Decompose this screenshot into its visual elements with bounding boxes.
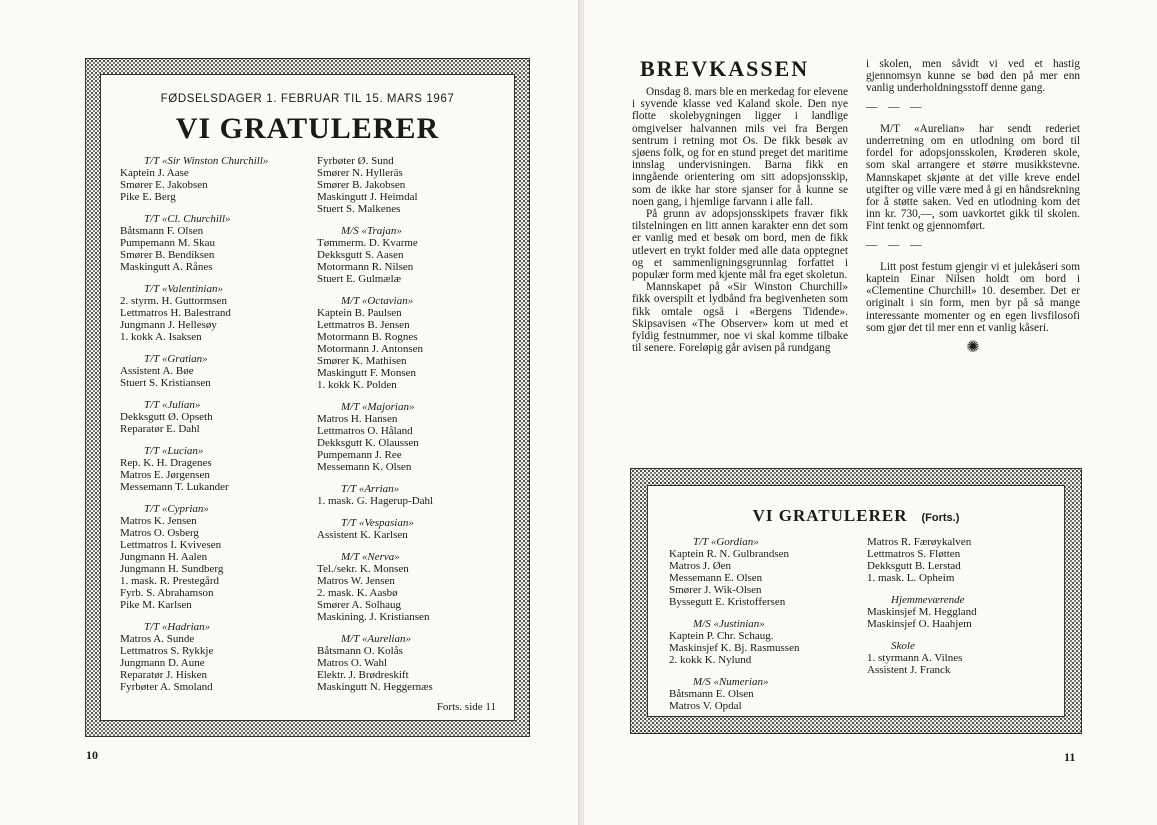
crew-entry: 1. mask. L. Opheim	[867, 572, 955, 584]
ship-list-right	[867, 536, 1057, 686]
crew-entry: Båtsmann F. Olsen	[120, 225, 204, 237]
separator: — — —	[866, 100, 926, 113]
crew-entry: Matros O. Wahl	[317, 657, 388, 669]
crew-entry: Maskingutt F. Monsen	[317, 367, 417, 379]
right-page	[584, 0, 1157, 825]
ornament-icon: ✺	[966, 339, 980, 357]
article-paragraph: Litt post festum gjengir vi et julekåseri som kaptein Einar Nilsen holdt om bord i «Clementine Churchill» 10. desember. Det er originalt i sin form, men byr på så mange interessante momenter og en egen livsfilosofi som gjør det til mer enn et vanlig kåseri.	[866, 260, 1080, 334]
crew-entry: Maskinsjef K. Bj. Rasmussen	[669, 642, 800, 654]
ship-group	[317, 483, 512, 507]
crew-group	[317, 155, 512, 215]
crew-entry: Motormann J. Antonsen	[317, 343, 424, 355]
box-title-suffix: (Forts.)	[921, 512, 960, 524]
article-paragraph: Mannskapet på «Sir Winston Churchill» fikk overspilt et lydbånd fra begivenheten som fikk omtale også i «Bergens Tidende». Skipsavisen «The Observer» kom ut med et fyldig festnummer, noe vi skal komme tilbake til senere. Foreløpig går avisen på rundgang	[632, 281, 848, 355]
crew-entry: 1. mask. G. Hagerup-Dahl	[317, 495, 434, 507]
ship-group	[867, 640, 1057, 676]
crew-entry: Jungmann H. Sundberg	[120, 563, 224, 575]
ship-group	[669, 618, 859, 666]
crew-entry: Tømmerm. D. Kvarme	[317, 237, 418, 249]
ship-group	[120, 503, 310, 611]
crew-entry: Lettmatros B. Jensen	[317, 319, 410, 331]
crew-entry: Tel./sekr. K. Monsen	[317, 563, 409, 575]
ship-name: T/T «Cyprian»	[144, 503, 209, 515]
crew-entry: 1. kokk A. Isaksen	[120, 331, 202, 343]
congratulations-box-continued	[647, 485, 1065, 717]
crew-entry: Maskinsjef M. Heggland	[867, 606, 977, 618]
crew-entry: Smører B. Bendiksen	[120, 249, 215, 261]
crew-entry: Matros E. Jørgensen	[120, 469, 210, 481]
crew-entry: Maskining. J. Kristiansen	[317, 611, 430, 623]
crew-entry: Lettmatros I. Kvivesen	[120, 539, 222, 551]
crew-entry: Pike E. Berg	[120, 191, 176, 203]
ship-group	[317, 517, 512, 541]
ship-name: T/T «Julian»	[144, 399, 201, 411]
crew-entry: Jungmann D. Aune	[120, 657, 205, 669]
crew-entry: Kaptein J. Aase	[120, 167, 189, 179]
crew-entry: Kaptein R. N. Gulbrandsen	[669, 548, 790, 560]
crew-entry: Lettmatros O. Håland	[317, 425, 413, 437]
ship-name: Hjemmeværende	[891, 594, 965, 606]
crew-entry: Smører A. Solhaug	[317, 599, 402, 611]
crew-entry: Matros W. Jensen	[317, 575, 395, 587]
crew-entry: Båtsmann O. Kolås	[317, 645, 403, 657]
separator: — — —	[866, 238, 926, 251]
crew-entry: Smører E. Jakobsen	[120, 179, 208, 191]
crew-entry: Smører J. Wik-Olsen	[669, 584, 762, 596]
crew-entry: Dekksgutt S. Aasen	[317, 249, 404, 261]
ship-group	[120, 353, 310, 389]
page-number: 11	[1064, 750, 1076, 764]
crew-entry: Matros H. Hansen	[317, 413, 398, 425]
crew-entry: Smører B. Jakobsen	[317, 179, 406, 191]
article-column-right	[866, 58, 1080, 357]
article-heading: BREVKASSEN	[640, 56, 810, 81]
page-number: 10	[86, 748, 98, 762]
crew-entry: Reparatør J. Hisken	[120, 669, 208, 681]
ship-name: M/S «Justinian»	[693, 618, 765, 630]
crew-entry: Elektr. J. Brødreskift	[317, 669, 409, 681]
ship-name: T/T «Valentinian»	[144, 283, 223, 295]
article-paragraph: På grunn av adopsjonsskipets fravær fikk tilstelningen en litt annen karakter enn det som er vanlig med et besøk om bord, men de fikk utlevert en trykt folder med alle data opptegnet og et sammenligningsgrunnlag forfattet i populær form med kjente mål fra eget skoletun.	[632, 208, 848, 282]
ship-list-left	[120, 155, 310, 703]
crew-entry: Messemann K. Olsen	[317, 461, 412, 473]
crew-entry: Matros O. Osberg	[120, 527, 199, 539]
ship-group	[120, 155, 310, 203]
ship-name: M/T «Aurelian»	[341, 633, 411, 645]
ship-name: M/T «Octavian»	[341, 295, 414, 307]
ship-name: M/S «Numerian»	[693, 676, 769, 688]
ship-name: Skole	[891, 640, 915, 652]
crew-entry: Stuert S. Malkenes	[317, 203, 401, 215]
ship-list-right	[317, 155, 512, 703]
crew-entry: Matros J. Øen	[669, 560, 732, 572]
crew-entry: Pumpemann J. Ree	[317, 449, 402, 461]
crew-entry: Dekksgutt K. Olaussen	[317, 437, 419, 449]
crew-entry: Jungmann H. Aalen	[120, 551, 208, 563]
crew-entry: Båtsmann E. Olsen	[669, 688, 754, 700]
crew-entry: Stuert E. Gulmælæ	[317, 273, 402, 285]
article-paragraph: i skolen, men såvidt vi ved et hastig gjennomsyn kunne se bød den på mer enn vanlig underholdningsstoff denne gang.	[866, 58, 1080, 95]
ship-name: M/T «Nerva»	[341, 551, 400, 563]
crew-entry: Smører K. Mathisen	[317, 355, 407, 367]
crew-entry: Dekksgutt Ø. Opseth	[120, 411, 213, 423]
crew-entry: Motormann B. Rognes	[317, 331, 418, 343]
ship-group	[317, 551, 512, 623]
ship-group	[120, 213, 310, 273]
crew-entry: Fyrbøter A. Smoland	[120, 681, 213, 693]
congratulations-box	[100, 74, 515, 721]
crew-entry: Dekksgutt B. Lerstad	[867, 560, 961, 572]
crew-entry: 2. mask. K. Aasbø	[317, 587, 398, 599]
crew-entry: Motormann R. Nilsen	[317, 261, 414, 273]
page-title: VI GRATULERER	[175, 112, 440, 145]
crew-entry: Pike M. Karlsen	[120, 599, 192, 611]
crew-entry: Lettmatros S. Fløtten	[867, 548, 961, 560]
crew-entry: Messemann E. Olsen	[669, 572, 763, 584]
ship-group	[317, 295, 512, 391]
article-paragraph: M/T «Aurelian» har sendt rederiet underretning om en utlodning om bord til fordel for adopsjonsskolen, Krøderen skole, som skal arrangere et større musikkstevne. Mannskapet skjønte at det ville kreve endel utgifter og ville være med å gi en håndsrekning for å støtte saken. Ved en utlodning kom det inn kr. 730,—, som uavkortet gikk til skolen. Fint tenkt og gjennomført.	[866, 122, 1080, 233]
ship-name: T/T «Cl. Churchill»	[144, 213, 231, 225]
crew-entry: Assistent K. Karlsen	[317, 529, 408, 541]
crew-entry: 1. mask. R. Prestegård	[120, 575, 219, 587]
ship-group	[120, 399, 310, 435]
crew-entry: Maskingutt A. Rånes	[120, 261, 213, 273]
crew-entry: Rep. K. H. Dragenes	[120, 457, 212, 469]
article-column-left	[632, 86, 848, 354]
ship-name: T/T «Sir Winston Churchill»	[144, 155, 269, 167]
crew-entry: Pumpemann M. Skau	[120, 237, 216, 249]
ship-group	[317, 633, 512, 693]
ship-group	[669, 676, 859, 712]
box-title-text: VI GRATULERER	[752, 506, 908, 525]
ship-group	[317, 401, 512, 473]
crew-entry: Byssegutt E. Kristoffersen	[669, 596, 786, 608]
crew-entry: Assistent A. Bøe	[120, 365, 194, 377]
crew-entry: Lettmatros S. Rykkje	[120, 645, 214, 657]
ship-name: T/T «Gratian»	[144, 353, 208, 365]
ship-name: T/T «Vespasian»	[341, 517, 414, 529]
crew-entry: Fyrbøter Ø. Sund	[317, 155, 394, 167]
ship-group	[669, 536, 859, 608]
ship-name: T/T «Arrian»	[341, 483, 400, 495]
box-title	[648, 506, 1064, 526]
crew-group	[867, 536, 1057, 584]
crew-entry: Messemann T. Lukander	[120, 481, 229, 493]
crew-entry: Stuert S. Kristiansen	[120, 377, 211, 389]
ship-name: M/T «Majorian»	[341, 401, 415, 413]
article-paragraph: Onsdag 8. mars ble en merkedag for elevene i syvende klasse ved Kaland skole. Den nye flotte skolebygningen ligger i landlige omgivelser halvannen mils vei fra Bergen sentrum i retning mot Os. De fikk besøk av sjøens folk, og for en stund preget det maritime innslag undervisningen. Barna fikk en inngående orientering om sitt adopsjonsskip, som de ikke har store sjanser for å kunne se noen gang, i hjemlige farvann i alle fall.	[632, 86, 848, 208]
crew-entry: Jungmann J. Hellesøy	[120, 319, 217, 331]
crew-entry: Matros R. Færøykalven	[867, 536, 972, 548]
crew-entry: 2. styrm. H. Guttormsen	[120, 295, 227, 307]
birthdays-subtitle: FØDSELSDAGER 1. FEBRUAR TIL 15. MARS 1967	[160, 93, 455, 105]
crew-entry: Kaptein P. Chr. Schaug.	[669, 630, 774, 642]
crew-entry: Maskingutt N. Heggernæs	[317, 681, 433, 693]
crew-entry: Reparatør E. Dahl	[120, 423, 200, 435]
crew-entry: Smører N. Hylleräs	[317, 167, 403, 179]
ship-group	[120, 621, 310, 693]
crew-entry: Maskingutt J. Heimdal	[317, 191, 418, 203]
ship-group	[120, 283, 310, 343]
crew-entry: Matros A. Sunde	[120, 633, 195, 645]
crew-entry: Assistent J. Franck	[867, 664, 951, 676]
ship-list-left	[669, 536, 859, 722]
crew-entry: Matros V. Opdal	[669, 700, 742, 712]
ship-group	[867, 594, 1057, 630]
ship-name: T/T «Gordian»	[693, 536, 759, 548]
continued-note: Forts. side 11	[436, 701, 496, 713]
crew-entry: Kaptein B. Paulsen	[317, 307, 402, 319]
crew-entry: Lettmatros H. Balestrand	[120, 307, 231, 319]
crew-entry: Matros K. Jensen	[120, 515, 197, 527]
ship-group	[317, 225, 512, 285]
ship-name: T/T «Hadrian»	[144, 621, 211, 633]
crew-entry: 2. kokk K. Nylund	[669, 654, 752, 666]
crew-entry: Fyrb. S. Abrahamson	[120, 587, 214, 599]
ship-name: M/S «Trajan»	[341, 225, 402, 237]
ship-group	[120, 445, 310, 493]
crew-entry: 1. styrmann A. Vilnes	[867, 652, 963, 664]
crew-entry: Maskinsjef O. Haahjem	[867, 618, 972, 630]
ship-name: T/T «Lucian»	[144, 445, 204, 457]
crew-entry: 1. kokk K. Polden	[317, 379, 397, 391]
